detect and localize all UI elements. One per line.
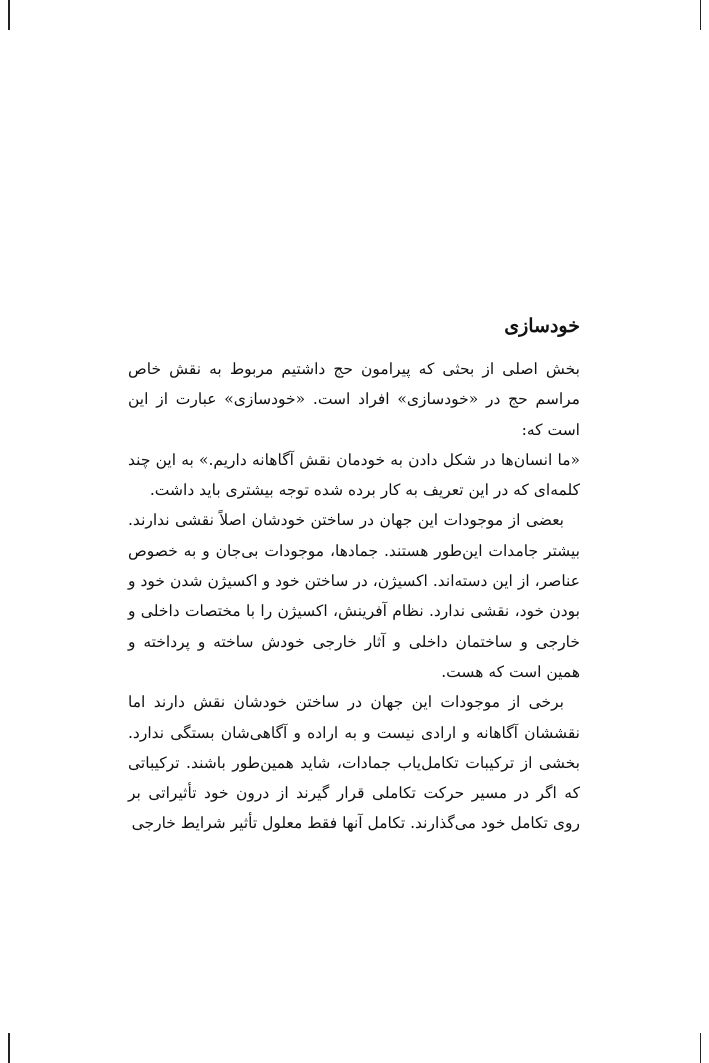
page-body (128, 304, 580, 839)
section-title: خودسازی (504, 315, 580, 337)
paragraph-1: بخش اصلی از بحثی که پیرامون حج داشتیم مربوط به نقش خاص مراسم حج در «خودسازی» افراد است. «خودسازی» عبارت از این است که: (128, 360, 580, 439)
paragraph-3: بعضی از موجودات این جهان در ساختن خودشان اصلاً نقشی ندارند. بیشتر جامدات این‌طور هستند. جمادها، موجودات بی‌جان و به خصوص عناصر، از این دسته‌اند. اکسیژن، در ساختن خود و اکسیژن شدن خود و بودن خود، نقشی ندارد. نظام آفرینش، اکسیژن را با مختصات داخلی و خارجی و ساختمان داخلی و آثار خارجی خودش ساخته و پرداخته و همین است که هست. (128, 511, 580, 681)
paragraph-4: برخی از موجودات این جهان در ساختن خودشان نقش دارند اما نقششان آگاهانه و ارادی نیست و به اراده و آگاهی‌شان بستگی ندارد. بخشی از ترکیبات تکامل‌یاب جمادات، شاید همین‌طور باشند. ترکیباتی که اگر در مسیر حرکت تکاملی قرار گیرند از درون خود تأثیراتی بر روی تکامل خود می‌گذارند. تکامل آنها فقط معلول تأثیر شرایط خارجی (128, 693, 580, 833)
paragraph-2: «ما انسان‌ها در شکل دادن به خودمان نقش آگاهانه داریم.» به این چند کلمه‌ای که در این تعریف به کار برده شده توجه بیشتری باید داشت. (128, 450, 580, 500)
crop-mark-bottom-right (700, 1033, 702, 1063)
crop-mark-bottom-left (8, 1033, 10, 1063)
crop-mark-top-left (8, 0, 10, 30)
crop-mark-top-right (700, 0, 702, 30)
